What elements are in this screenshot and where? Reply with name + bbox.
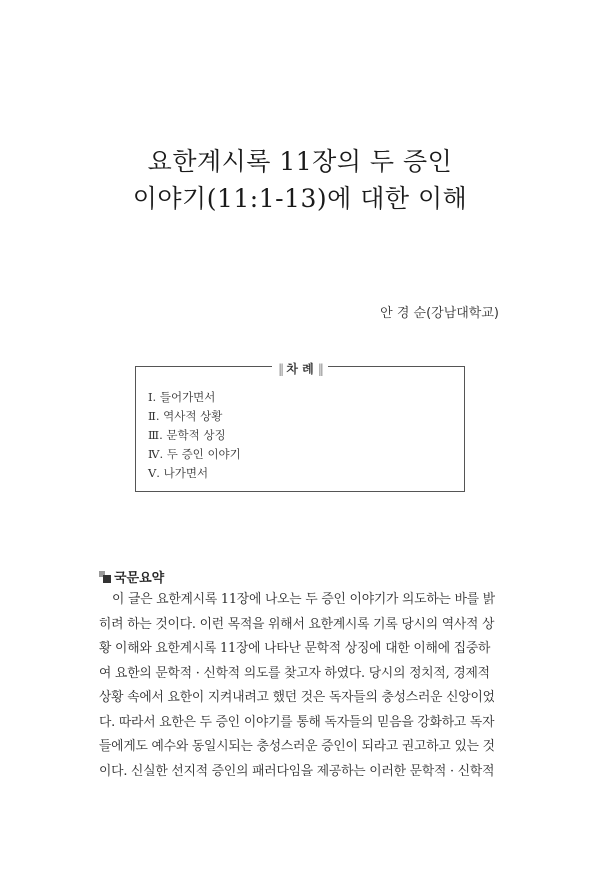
- abstract-line: 상황 속에서 요한이 지켜내려고 했던 것은 독자들의 충성스러운 신앙이었: [99, 690, 495, 705]
- table-of-contents: [135, 362, 465, 492]
- abstract-heading-label: 국문요약: [114, 571, 165, 586]
- toc-item: Ⅲ. 문학적 상징: [148, 428, 226, 442]
- toc-item: Ⅰ. 들어가면서: [148, 390, 216, 404]
- toc-item: Ⅱ. 역사적 상황: [148, 409, 223, 423]
- title-line-1: 요한계시록 11장의 두 증인: [147, 147, 453, 176]
- toc-header-label: 차 례: [286, 362, 314, 376]
- toc-item: Ⅴ. 나가면서: [148, 466, 209, 480]
- toc-header: [136, 358, 464, 377]
- abstract-line: 이다. 신실한 선지적 증인의 패러다임을 제공하는 이러한 문학적 · 신학적: [99, 763, 495, 779]
- toc-item: Ⅳ. 두 증인 이야기: [148, 447, 241, 461]
- abstract-line: 들에게도 예수와 동일시되는 충성스러운 증인이 되라고 권고하고 있는 것: [99, 739, 495, 754]
- paper-title: [0, 143, 600, 217]
- title-line-2: 이야기(11:1-13)에 대한 이해: [132, 184, 468, 213]
- toc-list: [148, 388, 241, 483]
- square-bullet-icon: [99, 571, 111, 583]
- abstract-line: 이 글은 요한계시록 11장에 나오는 두 증인 이야기가 의도하는 바를 밝: [112, 592, 495, 607]
- abstract-line: 황 이해와 요한계시록 11장에 나타난 문학적 상징에 대한 이해에 집중하: [99, 641, 491, 656]
- abstract-line: 여 요한의 문학적 · 신학적 의도를 찾고자 하였다. 당시의 정치적, 경제적: [99, 665, 490, 681]
- abstract-line: 히려 하는 것이다. 이런 목적을 위해서 요한계시록 기록 당시의 역사적 상: [99, 616, 495, 632]
- abstract-heading: [99, 567, 164, 586]
- abstract-line: 다. 따라서 요한은 두 증인 이야기를 통해 독자들의 믿음을 강화하고 독자: [99, 714, 495, 730]
- toc-header-right-bars: ‖: [317, 362, 322, 376]
- toc-header-left-bars: ‖: [278, 362, 283, 376]
- abstract-body: [99, 588, 504, 784]
- author-affiliation: 안 경 순(강남대학교): [380, 306, 499, 321]
